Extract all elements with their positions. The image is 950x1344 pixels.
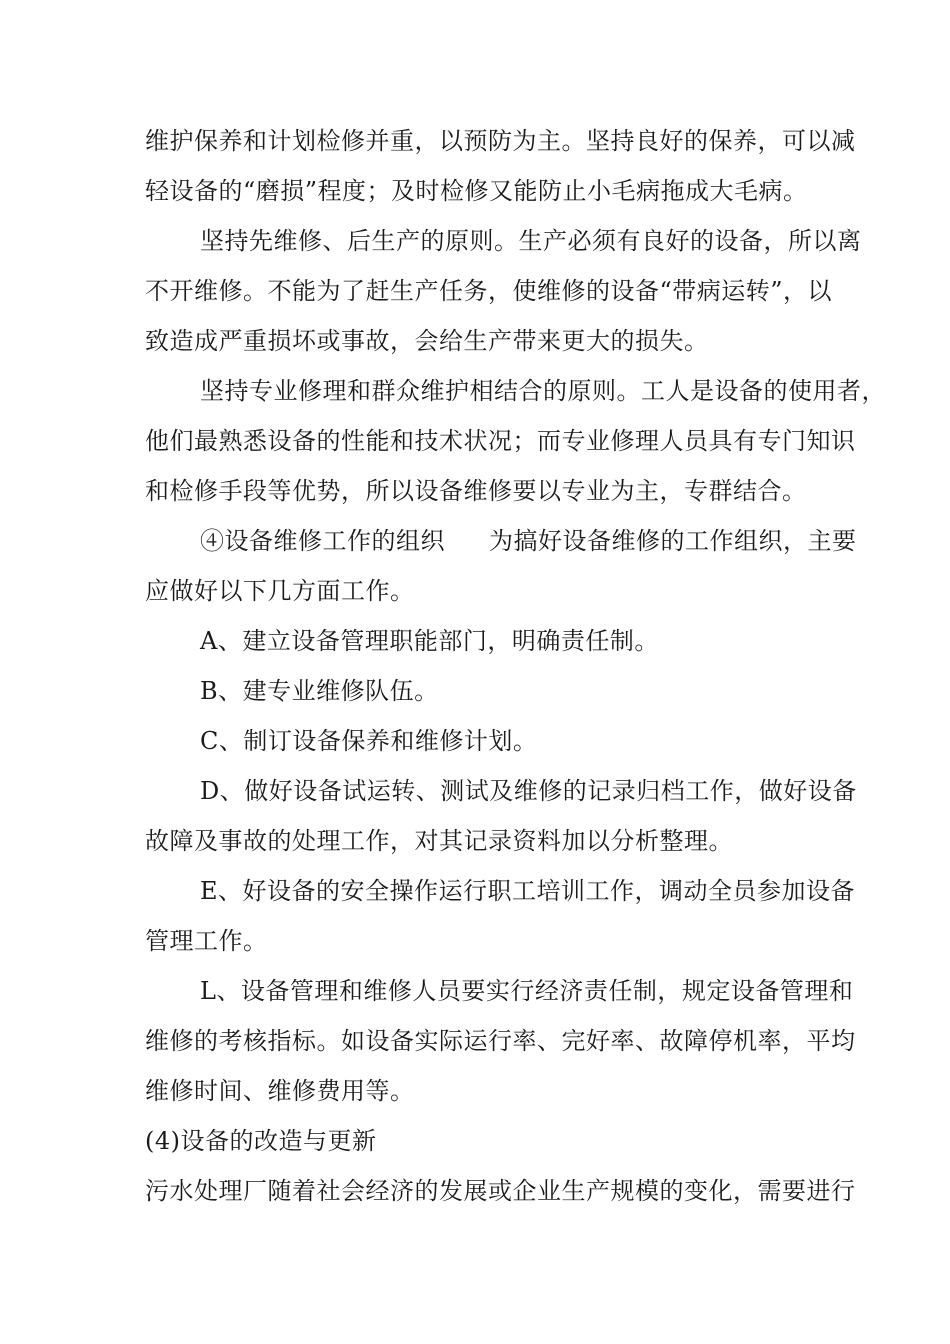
- text-line: 轻设备的“磨损”程度；及时检修又能防止小毛病拖成大毛病。: [145, 177, 808, 205]
- text-line: 应做好以下几方面工作。: [145, 577, 415, 605]
- list-item: C、制订设备保养和维修计划。: [200, 727, 538, 755]
- list-item: E、好设备的安全操作运行职工培训工作，调动全员参加设备: [200, 877, 856, 905]
- text-line: 不开维修。不能为了赶生产任务，使维修的设备“带病运转”，以: [145, 277, 833, 305]
- text-line: 管理工作。: [145, 927, 268, 955]
- subsection-title: ④设备维修工作的组织: [200, 527, 445, 555]
- list-item: B、建专业维修队伍。: [200, 677, 439, 705]
- text-line: 维护保养和计划检修并重，以预防为主。坚持良好的保养，可以减: [145, 127, 856, 155]
- section-heading: (4)设备的改造与更新: [145, 1127, 377, 1155]
- text-line: 故障及事故的处理工作，对其记录资料加以分析整理。: [145, 827, 733, 855]
- text-line: 他们最熟悉设备的性能和技术状况；而专业修理人员具有专门知识: [145, 427, 856, 455]
- list-item: L、设备管理和维修人员要实行经济责任制，规定设备管理和: [200, 977, 854, 1005]
- text-line: [200, 526, 857, 556]
- list-item: A、建立设备管理职能部门，明确责任制。: [200, 627, 659, 655]
- text-line: 坚持先维修、后生产的原则。生产必须有良好的设备，所以离: [200, 227, 862, 255]
- text-line: 坚持专业修理和群众维护相结合的原则。工人是设备的使用者，: [200, 377, 886, 405]
- list-item: D、做好设备试运转、测试及维修的记录归档工作，做好设备: [200, 777, 857, 805]
- text-line: 致造成严重损坏或事故，会给生产带来更大的损失。: [145, 327, 709, 355]
- text-line: 污水处理厂随着社会经济的发展或企业生产规模的变化，需要进行: [145, 1177, 856, 1205]
- text-line: 和检修手段等优势，所以设备维修要以专业为主，专群结合。: [145, 477, 807, 505]
- text-line: 维修时间、维修费用等。: [145, 1077, 415, 1105]
- subsection-intro: 为搞好设备维修的工作组织，主要: [489, 527, 857, 555]
- text-line: 维修的考核指标。如设备实际运行率、完好率、故障停机率，平均: [145, 1027, 856, 1055]
